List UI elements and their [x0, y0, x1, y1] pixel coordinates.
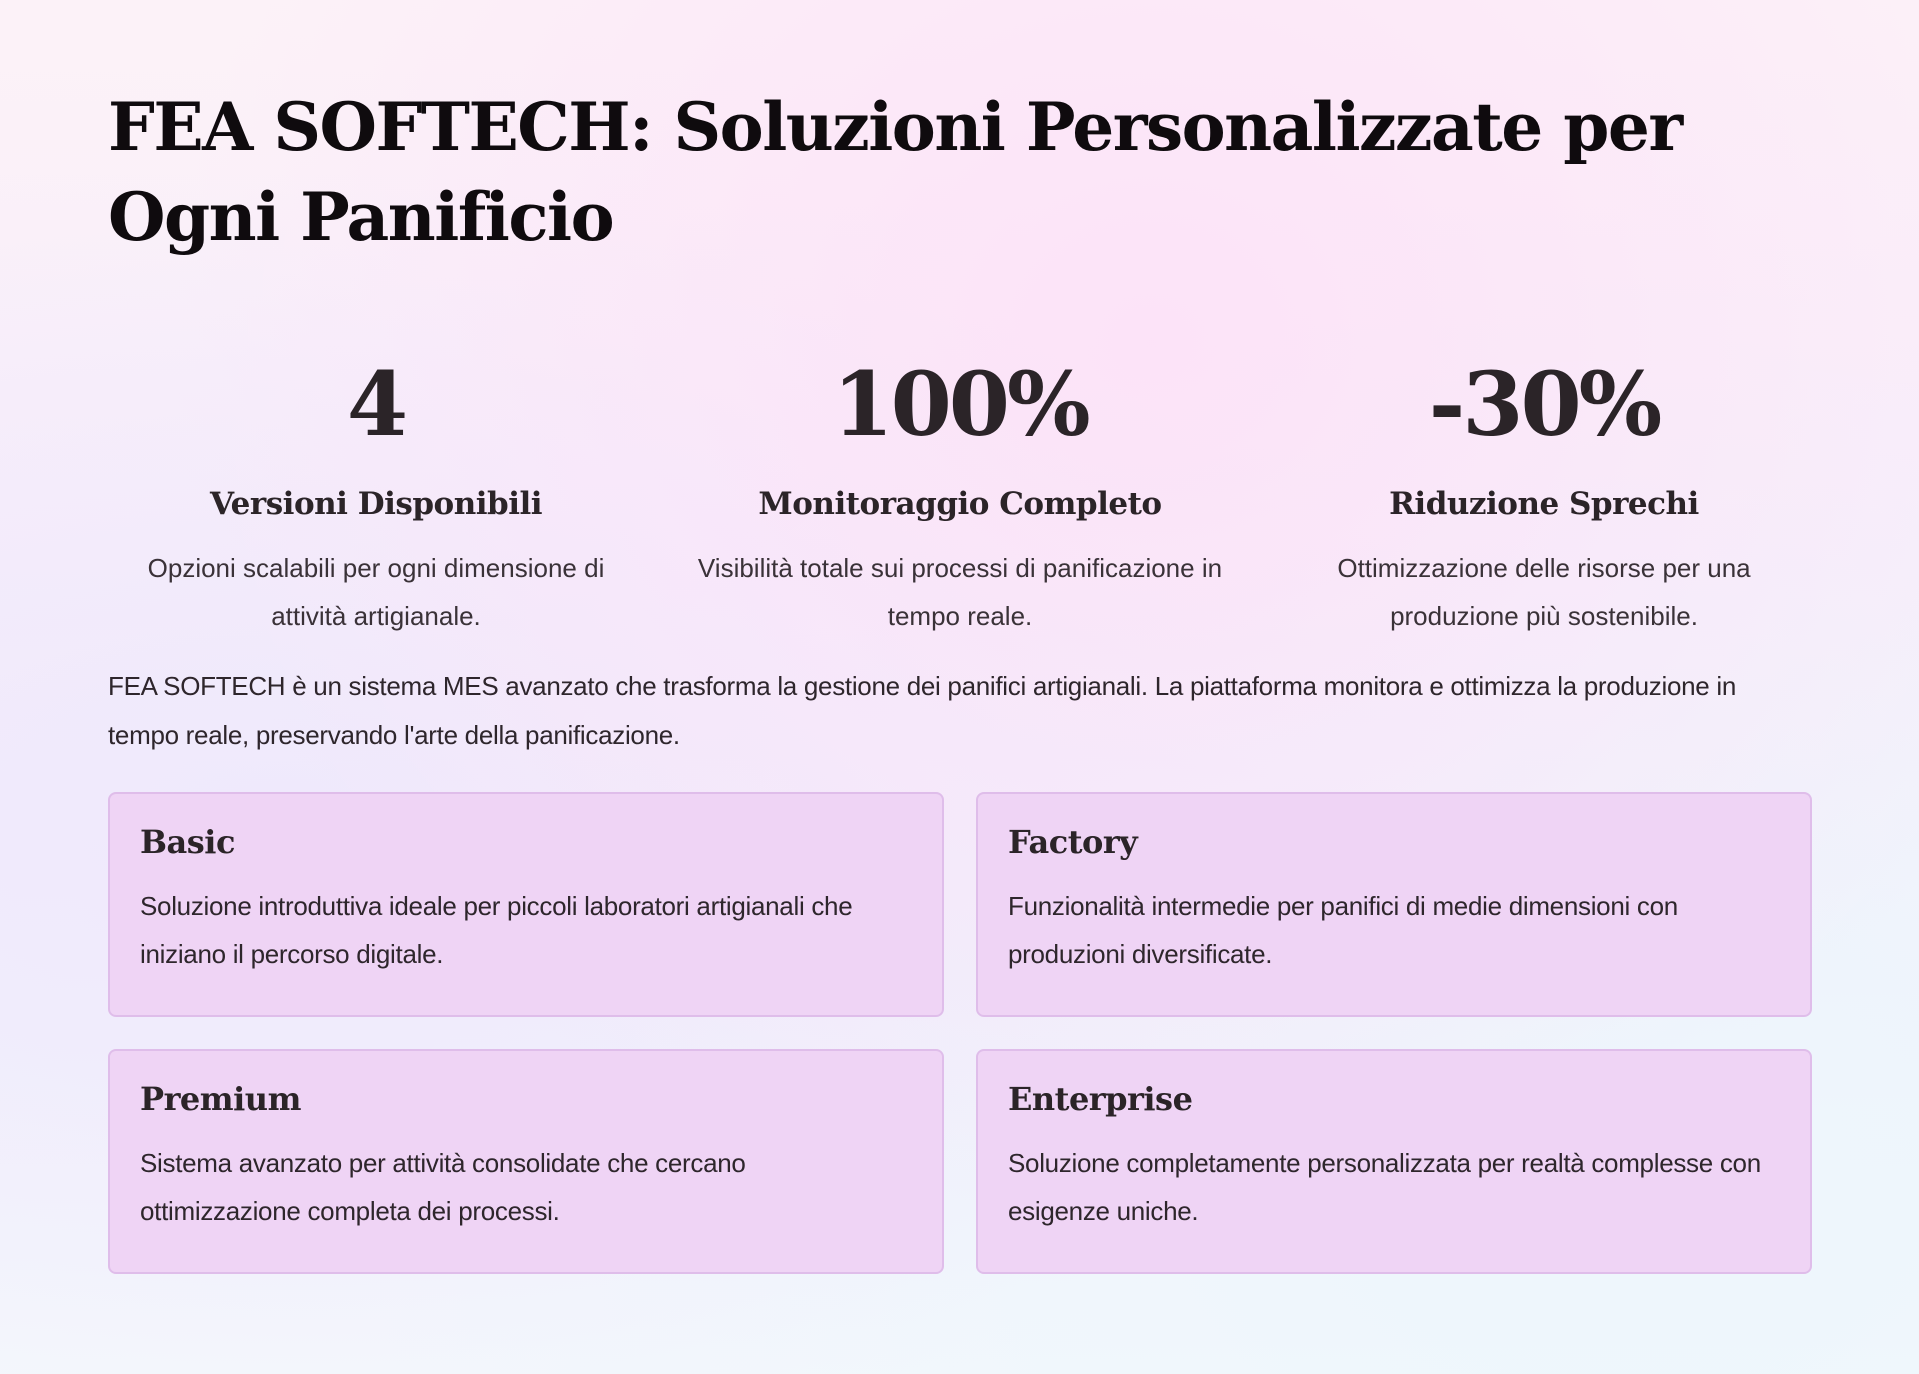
version-card-description: Sistema avanzato per attività consolidate che cercano ottimizzazione completa dei processi. [140, 1148, 746, 1226]
version-card-description: Funzionalità intermedie per panifici di medie dimensioni con produzioni diversificate. [1008, 891, 1678, 969]
stat-description: Visibilità totale sui processi di panificazione in tempo reale. [697, 553, 1223, 631]
stat-versions [108, 354, 644, 640]
version-card-title: Basic [140, 823, 235, 861]
stat-label: Monitoraggio Completo [758, 486, 1162, 522]
version-card-enterprise [976, 1049, 1812, 1274]
version-card-premium [108, 1049, 944, 1274]
stat-value: 4 [346, 352, 406, 456]
stat-label: Versioni Disponibili [209, 486, 543, 522]
versions-grid [108, 792, 1812, 1274]
version-card-description: Soluzione introduttiva ideale per piccoli laboratori artigianali che iniziano il percorso digitale. [140, 891, 853, 969]
page-title: FEA SOFTECH: Soluzioni Personalizzate per Ogni Panificio [108, 88, 1682, 256]
stat-description: Ottimizzazione delle risorse per una produzione più sostenibile. [1337, 553, 1751, 631]
stat-label: Riduzione Sprechi [1389, 486, 1699, 522]
stat-waste-reduction [1276, 354, 1812, 640]
version-card-title: Factory [1008, 823, 1138, 861]
version-card-basic [108, 792, 944, 1017]
version-card-description: Soluzione completamente personalizzata per realtà complesse con esigenze uniche. [1008, 1148, 1761, 1226]
stat-monitoring [692, 354, 1228, 640]
stats-row [108, 354, 1812, 640]
stat-value: -30% [1428, 352, 1660, 456]
intro-paragraph: FEA SOFTECH è un sistema MES avanzato che trasforma la gestione dei panifici artigianali. La piattaforma monitora e ottimizza la produzione in tempo reale, preservando l'arte della panificazione. [108, 671, 1736, 750]
version-card-title: Enterprise [1008, 1080, 1193, 1118]
version-card-factory [976, 792, 1812, 1017]
slide-content [108, 82, 1812, 1274]
version-card-title: Premium [140, 1080, 301, 1118]
stat-description: Opzioni scalabili per ogni dimensione di attività artigianale. [147, 553, 605, 631]
stat-value: 100% [832, 352, 1088, 456]
